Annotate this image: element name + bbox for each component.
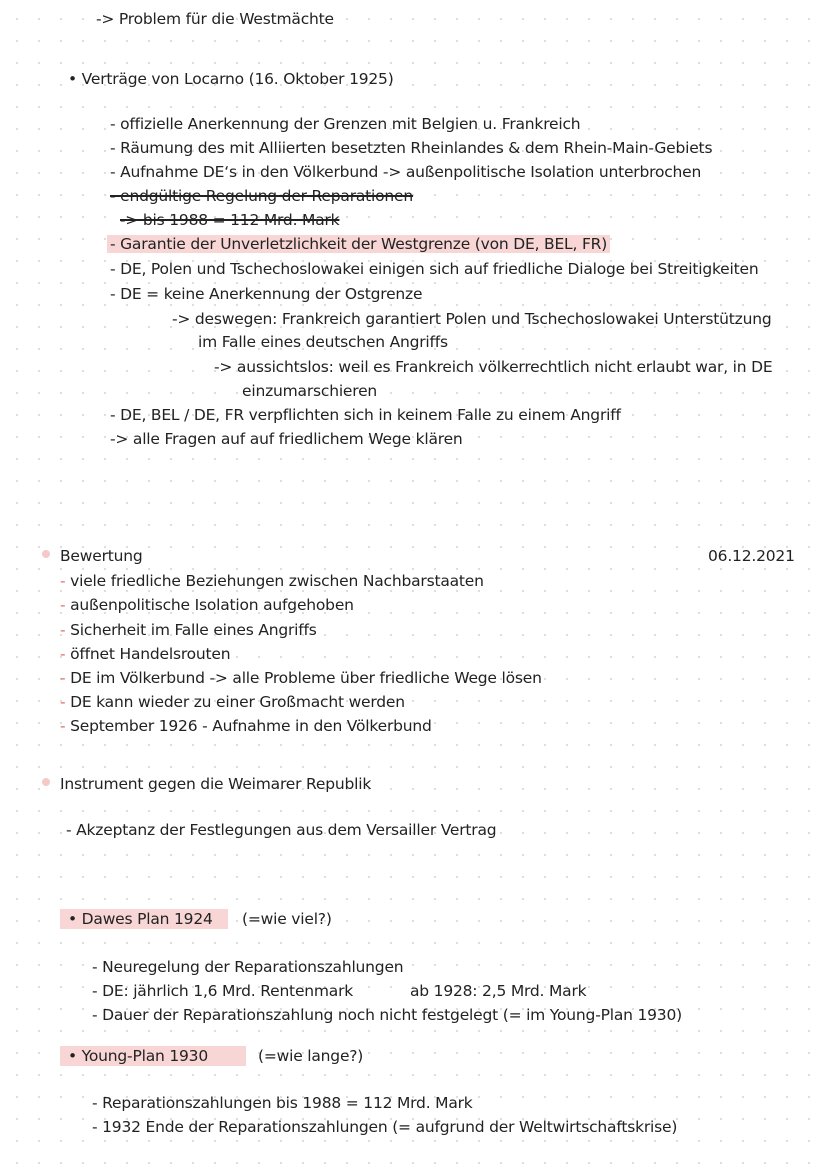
young-question: (=wie lange?): [258, 1047, 364, 1065]
locarno-item-struck-2: -> bis 1988 = 112 Mrd. Mark: [120, 211, 340, 229]
bewertung-bullet-icon: [42, 550, 50, 558]
young-item-1: - Reparationszahlungen bis 1988 = 112 Mrd. Mark: [92, 1094, 473, 1112]
instrument-bullet-icon: [42, 778, 50, 786]
locarno-item-1: - offizielle Anerkennung der Grenzen mit Belgien u. Frankreich: [110, 115, 581, 133]
locarno-heading: • Verträge von Locarno (16. Oktober 1925): [68, 70, 394, 88]
dawes-question: (=wie viel?): [242, 910, 332, 928]
locarno-item-7: - DE, BEL / DE, FR verpflichten sich in keinem Falle zu einem Angriff: [110, 406, 621, 424]
locarno-item-2: - Räumung des mit Alliierten besetzten Rheinlandes & dem Rhein-Main-Gebiets: [110, 139, 713, 157]
instrument-heading: Instrument gegen die Weimarer Republik: [60, 775, 372, 793]
young-heading: • Young-Plan 1930: [68, 1047, 208, 1065]
bewertung-heading: Bewertung: [60, 547, 143, 565]
locarno-item-8: -> alle Fragen auf auf friedlichem Wege klären: [110, 430, 463, 448]
bewertung-date: 06.12.2021: [708, 547, 795, 565]
dawes-heading: • Dawes Plan 1924: [68, 910, 213, 928]
locarno-item-3: - Aufnahme DE‘s in den Völkerbund -> außenpolitische Isolation unterbrochen: [110, 163, 702, 181]
bewertung-item-6: - DE kann wieder zu einer Großmacht werden: [60, 693, 405, 711]
dawes-item-2: - DE: jährlich 1,6 Mrd. Rentenmark: [92, 982, 354, 1000]
locarno-item-6: - DE = keine Anerkennung der Ostgrenze: [110, 285, 423, 303]
bewertung-item-5: - DE im Völkerbund -> alle Probleme über friedliche Wege lösen: [60, 669, 542, 687]
bewertung-item-4: - öffnet Handelsrouten: [60, 645, 231, 663]
locarno-subitem-1: -> deswegen: Frankreich garantiert Polen und Tschechoslowakei Unterstützung: [172, 310, 772, 328]
locarno-item-highlighted: [110, 234, 610, 254]
bewertung-item-7: - September 1926 - Aufnahme in den Völkerbund: [60, 717, 432, 735]
locarno-subitem-2: -> aussichtslos: weil es Frankreich völkerrechtlich nicht erlaubt war, in DE: [214, 358, 773, 376]
young-item-2: - 1932 Ende der Reparationszahlungen (= aufgrund der Weltwirtschaftskrise): [92, 1118, 678, 1136]
dawes-item-1: - Neuregelung der Reparationszahlungen: [92, 958, 404, 976]
locarno-item-struck-1: - endgültige Regelung der Reparationen: [110, 187, 414, 205]
bewertung-item-2: - außenpolitische Isolation aufgehoben: [60, 596, 354, 614]
dawes-item-2-amount: ab 1928: 2,5 Mrd. Mark: [410, 982, 587, 1000]
locarno-subitem-2-cont: einzumarschieren: [242, 382, 378, 400]
instrument-item: - Akzeptanz der Festlegungen aus dem Versailler Vertrag: [66, 821, 497, 839]
problem-line: -> Problem für die Westmächte: [96, 10, 334, 28]
bewertung-item-1: - viele friedliche Beziehungen zwischen Nachbarstaaten: [60, 572, 484, 590]
dawes-item-3: - Dauer der Reparationszahlung noch nicht festgelegt (= im Young-Plan 1930): [92, 1006, 682, 1024]
locarno-subitem-1-cont: im Falle eines deutschen Angriffs: [198, 333, 448, 351]
locarno-westgrenze-highlight: - Garantie der Unverletzlichkeit der Westgrenze (von DE, BEL, FR): [107, 235, 610, 253]
bewertung-item-3: - Sicherheit im Falle eines Angriffs: [60, 621, 317, 639]
locarno-item-5: - DE, Polen und Tschechoslowakei einigen sich auf friedliche Dialoge bei Streitigkeiten: [110, 260, 759, 278]
